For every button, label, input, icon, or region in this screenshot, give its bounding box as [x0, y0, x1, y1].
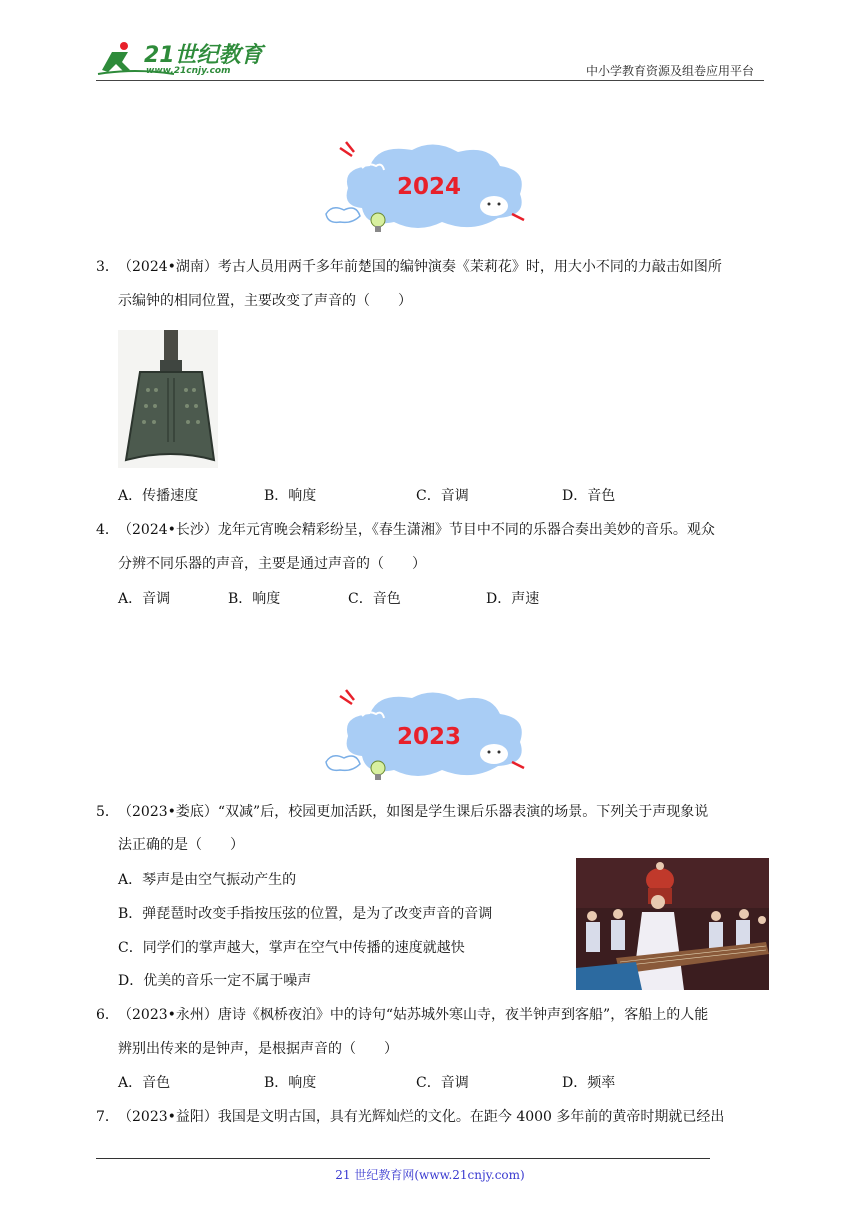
option-d[interactable]: D．声速 — [486, 591, 540, 607]
logo-title: 21世纪教育 — [144, 43, 263, 68]
option-c[interactable]: C．音色 — [348, 591, 401, 607]
question-number: 5． — [96, 804, 119, 820]
question-5 — [96, 801, 709, 821]
option-a[interactable]: A．音色 — [118, 1075, 171, 1091]
year-badge-2023 — [322, 686, 536, 786]
question-number: 6． — [96, 1007, 119, 1023]
option-b[interactable]: B．响度 — [264, 488, 317, 504]
badge-year: 2023 — [396, 724, 461, 750]
question-7 — [96, 1106, 725, 1126]
option-d[interactable]: D．频率 — [562, 1075, 616, 1091]
footer-divider — [96, 1158, 710, 1159]
question-line: （2023•益阳）我国是文明古国，具有光辉灿烂的文化。在距今 4000 多年前的黄帝时期就已经出 — [118, 1109, 725, 1125]
option-a[interactable]: A．传播速度 — [118, 488, 199, 504]
question-line: （2024•长沙）龙年元宵晚会精彩纷呈，《春生潇湘》节目中不同的乐器合奏出美妙的音乐。观众 — [118, 522, 715, 538]
question-4 — [96, 519, 715, 539]
footer-link[interactable]: 21 世纪教育网(www.21cnjy.com) — [335, 1168, 525, 1182]
logo-url: www.21cnjy.com — [146, 66, 231, 76]
question-line: 辨别出传来的是钟声，是根据声音的（ ） — [118, 1041, 398, 1057]
option-a[interactable]: A．音调 — [118, 591, 171, 607]
question-6 — [96, 1004, 709, 1024]
option-d[interactable]: D．优美的音乐一定不属于噪声 — [118, 973, 312, 989]
question-line: 示编钟的相同位置，主要改变了声音的（ ） — [118, 293, 412, 309]
option-b[interactable]: B．响度 — [228, 591, 281, 607]
question-line: （2023•永州）唐诗《枫桥夜泊》中的诗句“姑苏城外寒山寺，夜半钟声到客船”，客船上的人能 — [118, 1007, 709, 1023]
question-line: （2024•湖南）考古人员用两千多年前楚国的编钟演奏《茉莉花》时，用大小不同的力敲击如图所 — [118, 259, 722, 275]
option-b[interactable]: B．弹琵琶时改变手指按压弦的位置，是为了改变声音的音调 — [118, 906, 493, 922]
question-line: 分辨不同乐器的声音，主要是通过声音的（ ） — [118, 556, 426, 572]
year-badge-2024 — [322, 138, 536, 238]
performance-photo — [576, 858, 769, 990]
question-number: 7． — [96, 1109, 119, 1125]
bianzhong-bell-icon — [118, 330, 218, 468]
option-c[interactable]: C．同学们的掌声越大，掌声在空气中传播的速度就越快 — [118, 940, 465, 956]
question-number: 3． — [96, 259, 119, 275]
badge-year: 2024 — [396, 174, 461, 200]
question-number: 4． — [96, 522, 119, 538]
option-d[interactable]: D．音色 — [562, 488, 616, 504]
question-line: （2023•娄底）“双减”后，校园更加活跃，如图是学生课后乐器表演的场景。下列关于声现象说 — [118, 804, 709, 820]
question-3 — [96, 256, 722, 276]
option-c[interactable]: C．音调 — [416, 1075, 469, 1091]
bell-image — [118, 330, 218, 468]
option-b[interactable]: B．响度 — [264, 1075, 317, 1091]
header-platform-text: 中小学教育资源及组卷应用平台 — [585, 64, 754, 78]
question-line: 法正确的是（ ） — [118, 837, 244, 853]
site-logo — [94, 38, 274, 80]
header-divider — [96, 80, 764, 81]
option-c[interactable]: C．音调 — [416, 488, 469, 504]
option-a[interactable]: A．琴声是由空气振动产生的 — [118, 872, 297, 888]
guzheng-performance-icon — [576, 858, 769, 990]
